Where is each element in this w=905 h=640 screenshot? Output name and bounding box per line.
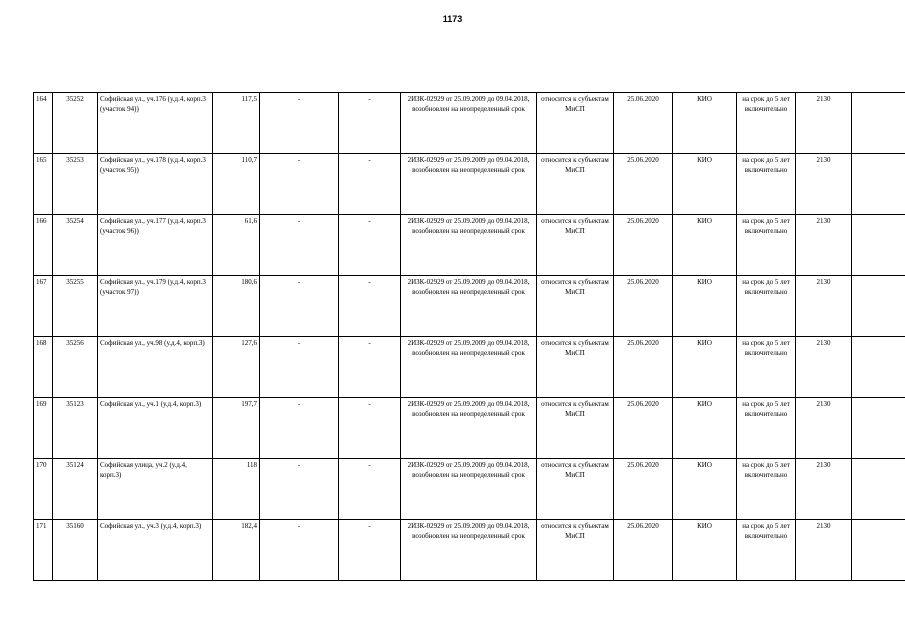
term-cell: на срок до 5 лет включительно [737, 93, 796, 154]
category-cell: относится к субъектам МиСП [537, 154, 614, 215]
table-row [34, 154, 905, 215]
table-row [34, 520, 905, 581]
row-number-cell: 169 [34, 398, 53, 459]
blank-cell [852, 215, 905, 276]
organization-cell: КИО [673, 520, 737, 581]
empty-dash-cell: - [260, 459, 339, 520]
code-cell: 2130 [796, 337, 852, 398]
category-cell: относится к субъектам МиСП [537, 459, 614, 520]
object-id-cell: 35252 [53, 93, 98, 154]
organization-cell: КИО [673, 215, 737, 276]
row-number-cell: 167 [34, 276, 53, 337]
area-cell: 180,6 [213, 276, 260, 337]
empty-dash-cell: - [339, 154, 401, 215]
category-cell: относится к субъектам МиСП [537, 398, 614, 459]
contract-cell: 2ИЗК-02929 от 25.09.2009 до 09.04.2018, возобновлен на неопределенный срок [401, 398, 537, 459]
code-cell: 2130 [796, 520, 852, 581]
contract-cell: 2ИЗК-02929 от 25.09.2009 до 09.04.2018, возобновлен на неопределенный срок [401, 93, 537, 154]
code-cell: 2130 [796, 215, 852, 276]
empty-dash-cell: - [260, 276, 339, 337]
empty-dash-cell: - [260, 337, 339, 398]
area-cell: 61,6 [213, 215, 260, 276]
blank-cell [852, 459, 905, 520]
date-cell: 25.06.2020 [614, 93, 673, 154]
code-cell: 2130 [796, 398, 852, 459]
row-number-cell: 170 [34, 459, 53, 520]
empty-dash-cell: - [339, 459, 401, 520]
date-cell: 25.06.2020 [614, 215, 673, 276]
address-cell: Софийская улица, уч.2 (у.д.4, корп.3) [98, 459, 213, 520]
object-id-cell: 35255 [53, 276, 98, 337]
code-cell: 2130 [796, 93, 852, 154]
blank-cell [852, 520, 905, 581]
date-cell: 25.06.2020 [614, 520, 673, 581]
category-cell: относится к субъектам МиСП [537, 337, 614, 398]
address-cell: Софийская ул., уч.179 (у.д.4, корп.3 (участок 97)) [98, 276, 213, 337]
address-cell: Софийская ул., уч.177 (у.д.4, корп.3 (участок 96)) [98, 215, 213, 276]
row-number-cell: 164 [34, 93, 53, 154]
object-id-cell: 35123 [53, 398, 98, 459]
organization-cell: КИО [673, 154, 737, 215]
area-cell: 118 [213, 459, 260, 520]
address-cell: Софийская ул., уч.1 (у.д.4, корп.3) [98, 398, 213, 459]
category-cell: относится к субъектам МиСП [537, 520, 614, 581]
date-cell: 25.06.2020 [614, 276, 673, 337]
term-cell: на срок до 5 лет включительно [737, 154, 796, 215]
object-id-cell: 35160 [53, 520, 98, 581]
term-cell: на срок до 5 лет включительно [737, 276, 796, 337]
category-cell: относится к субъектам МиСП [537, 93, 614, 154]
term-cell: на срок до 5 лет включительно [737, 520, 796, 581]
contract-cell: 2ИЗК-02929 от 25.09.2009 до 09.04.2018, возобновлен на неопределенный срок [401, 337, 537, 398]
property-registry-table [33, 92, 905, 581]
empty-dash-cell: - [260, 520, 339, 581]
empty-dash-cell: - [339, 520, 401, 581]
blank-cell [852, 398, 905, 459]
object-id-cell: 35256 [53, 337, 98, 398]
object-id-cell: 35254 [53, 215, 98, 276]
table-row [34, 93, 905, 154]
row-number-cell: 166 [34, 215, 53, 276]
contract-cell: 2ИЗК-02929 от 25.09.2009 до 09.04.2018, возобновлен на неопределенный срок [401, 520, 537, 581]
date-cell: 25.06.2020 [614, 154, 673, 215]
empty-dash-cell: - [339, 398, 401, 459]
table-row [34, 398, 905, 459]
category-cell: относится к субъектам МиСП [537, 276, 614, 337]
table-row [34, 215, 905, 276]
area-cell: 182,4 [213, 520, 260, 581]
date-cell: 25.06.2020 [614, 459, 673, 520]
contract-cell: 2ИЗК-02929 от 25.09.2009 до 09.04.2018, возобновлен на неопределенный срок [401, 459, 537, 520]
term-cell: на срок до 5 лет включительно [737, 398, 796, 459]
code-cell: 2130 [796, 154, 852, 215]
code-cell: 2130 [796, 276, 852, 337]
empty-dash-cell: - [339, 93, 401, 154]
organization-cell: КИО [673, 459, 737, 520]
empty-dash-cell: - [260, 215, 339, 276]
object-id-cell: 35253 [53, 154, 98, 215]
term-cell: на срок до 5 лет включительно [737, 215, 796, 276]
blank-cell [852, 93, 905, 154]
row-number-cell: 168 [34, 337, 53, 398]
area-cell: 127,6 [213, 337, 260, 398]
organization-cell: КИО [673, 337, 737, 398]
term-cell: на срок до 5 лет включительно [737, 459, 796, 520]
blank-cell [852, 276, 905, 337]
area-cell: 197,7 [213, 398, 260, 459]
category-cell: относится к субъектам МиСП [537, 215, 614, 276]
page-number: 1173 [442, 14, 463, 24]
organization-cell: КИО [673, 398, 737, 459]
contract-cell: 2ИЗК-02929 от 25.09.2009 до 09.04.2018, возобновлен на неопределенный срок [401, 154, 537, 215]
table-row [34, 459, 905, 520]
area-cell: 117,5 [213, 93, 260, 154]
date-cell: 25.06.2020 [614, 337, 673, 398]
organization-cell: КИО [673, 93, 737, 154]
organization-cell: КИО [673, 276, 737, 337]
object-id-cell: 35124 [53, 459, 98, 520]
code-cell: 2130 [796, 459, 852, 520]
area-cell: 110,7 [213, 154, 260, 215]
date-cell: 25.06.2020 [614, 398, 673, 459]
table-body [34, 93, 905, 581]
address-cell: Софийская ул., уч.178 (у.д.4, корп.3 (участок 95)) [98, 154, 213, 215]
row-number-cell: 171 [34, 520, 53, 581]
table-row [34, 276, 905, 337]
term-cell: на срок до 5 лет включительно [737, 337, 796, 398]
empty-dash-cell: - [339, 276, 401, 337]
contract-cell: 2ИЗК-02929 от 25.09.2009 до 09.04.2018, возобновлен на неопределенный срок [401, 215, 537, 276]
address-cell: Софийская ул., уч.3 (у.д.4, корп.3) [98, 520, 213, 581]
address-cell: Софийская ул., уч.176 (у.д.4, корп.3 (участок 94)) [98, 93, 213, 154]
contract-cell: 2ИЗК-02929 от 25.09.2009 до 09.04.2018, возобновлен на неопределенный срок [401, 276, 537, 337]
empty-dash-cell: - [260, 93, 339, 154]
blank-cell [852, 154, 905, 215]
address-cell: Софийская ул., уч.98 (у.д.4, корп.3) [98, 337, 213, 398]
empty-dash-cell: - [260, 398, 339, 459]
blank-cell [852, 337, 905, 398]
table-row [34, 337, 905, 398]
row-number-cell: 165 [34, 154, 53, 215]
empty-dash-cell: - [339, 337, 401, 398]
empty-dash-cell: - [260, 154, 339, 215]
empty-dash-cell: - [339, 215, 401, 276]
